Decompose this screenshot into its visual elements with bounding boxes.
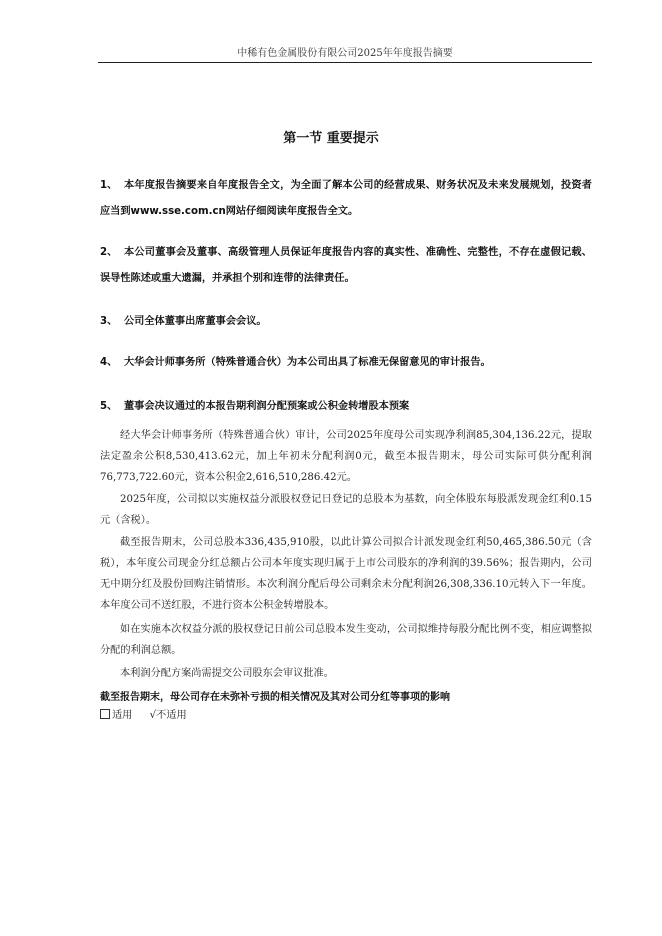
item-number: 2、 xyxy=(100,247,118,258)
applicable-label: 适用 xyxy=(112,710,133,721)
option-applicable[interactable] xyxy=(100,710,132,721)
item-text: 本年度报告摘要来自年度报告全文，为全面了解本公司的经营成果、财务状况及未来发展规划，投资者应当到www.sse.com.cn网站仔细阅读年度报告全文。 xyxy=(100,180,592,217)
notice-item-1 xyxy=(100,173,592,225)
adjustment-paragraph: 如在实施本次权益分派的股权登记日前公司总股本发生变动，公司拟维持每股分配比例不变，相应调整拟分配的利润总额。 xyxy=(100,624,592,656)
notice-item-3 xyxy=(100,309,592,335)
item-text: 董事会决议通过的本报告期利润分配预案或公积金转增股本预案 xyxy=(124,401,410,412)
deficit-heading: 截至报告期末，母公司存在未弥补亏损的相关情况及其对公司分红等事项的影响 xyxy=(100,692,450,703)
dividend-paragraph: 2025年度，公司拟以实施权益分派股权登记日登记的总股本为基数，向全体股东每股派发现金红利0.15元（含税）。 xyxy=(100,494,592,526)
item-text: 本公司董事会及董事、高级管理人员保证年度报告内容的真实性、准确性、完整性，不存在虚假记载、误导性陈述或重大遗漏，并承担个别和连带的法律责任。 xyxy=(100,247,592,284)
option-not-applicable[interactable] xyxy=(150,710,187,721)
notice-item-2 xyxy=(100,240,592,292)
item-number: 3、 xyxy=(100,316,118,327)
item-text: 大华会计师事务所（特殊普通合伙）为本公司出具了标准无保留意见的审计报告。 xyxy=(124,357,491,368)
notice-item-5 xyxy=(100,394,592,420)
applicability-options xyxy=(100,708,201,724)
not-applicable-label: 不适用 xyxy=(156,710,187,721)
item-number: 5、 xyxy=(100,401,118,412)
item-text: 公司全体董事出席董事会会议。 xyxy=(124,316,267,327)
page-header: 中稀有色金属股份有限公司2025年年度报告摘要 xyxy=(237,48,453,59)
share-capital-paragraph: 截至报告期末，公司总股本336,435,910股，以此计算公司拟合计派发现金红利50,465,386.50元（含税），本年度公司现金分红总额占公司本年度实现归属于上市公司股东的净利润的39.56%；报告期内，公司无中期分红及股份回购注销情形。本次利润分配后母公司剩余未分配利润26,308,336.10元转入下一年度。本年度公司不送红股，不进行资本公积金转增股本。 xyxy=(100,537,592,611)
header-rule xyxy=(98,62,592,63)
item-number: 1、 xyxy=(100,180,118,191)
section-title: 第一节 重要提示 xyxy=(283,131,379,146)
approval-paragraph: 本利润分配方案尚需提交公司股东会审议批准。 xyxy=(120,668,334,679)
checkbox-icon xyxy=(100,709,110,719)
profit-paragraph: 经大华会计师事务所（特殊普通合伙）审计，公司2025年度母公司实现净利润85,304,136.22元，提取法定盈余公积8,530,413.62元，加上年初未分配利润0元，截至本报告期末，母公司实际可供分配利润76,773,722.60元，资本公积金2,616,510,286.42元。 xyxy=(100,430,592,483)
checkmark-icon: √ xyxy=(149,710,157,721)
notice-item-4 xyxy=(100,350,592,376)
item-number: 4、 xyxy=(100,357,118,368)
